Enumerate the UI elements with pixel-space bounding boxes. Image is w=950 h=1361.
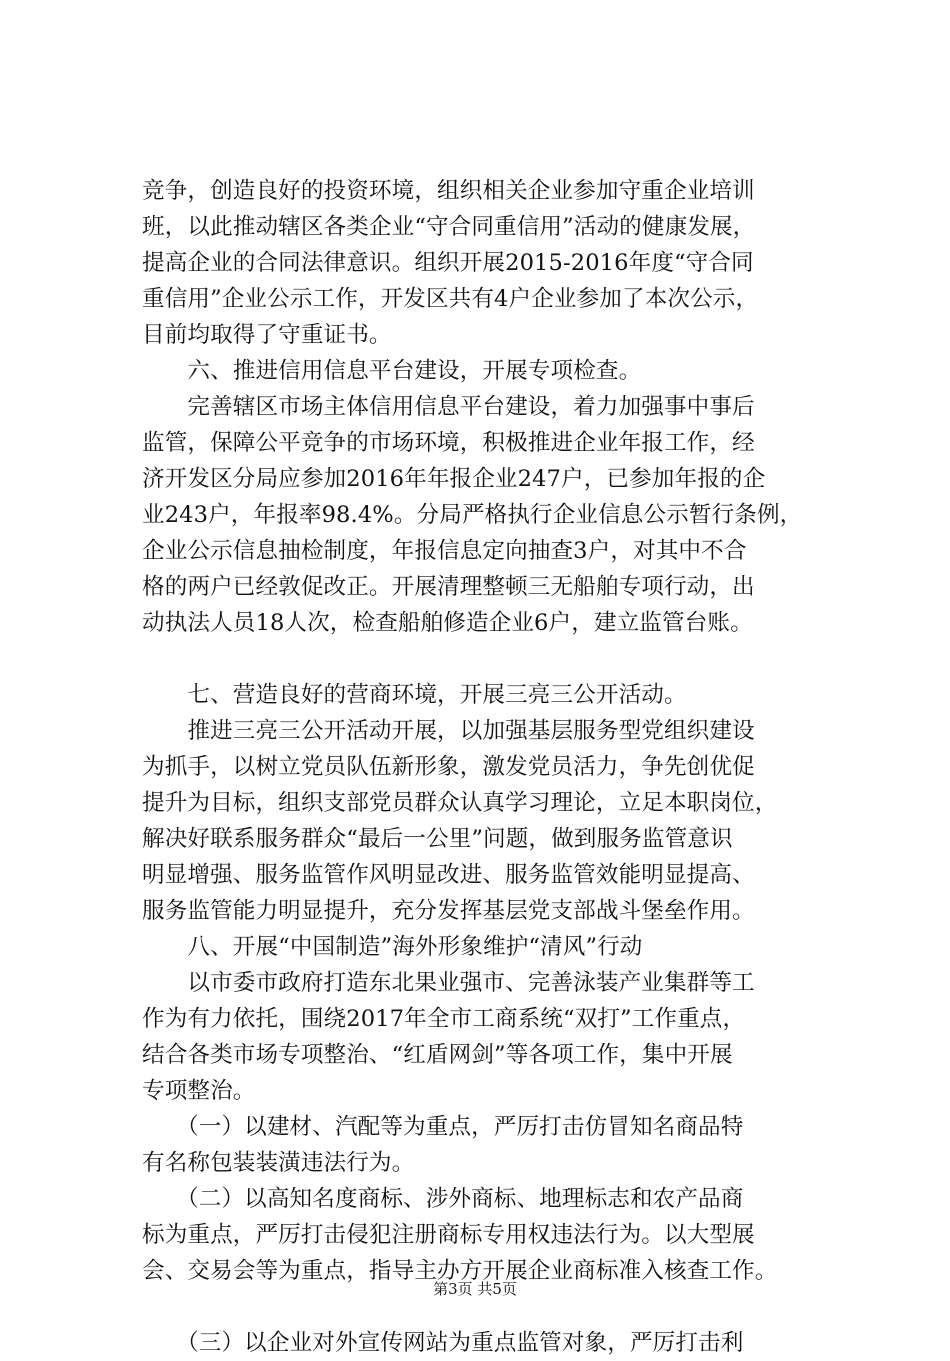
text-line: 提高企业的合同法律意识。组织开展2015-2016年度“守合同 <box>142 250 754 276</box>
text-line: 专项整治。 <box>142 1078 256 1104</box>
blank-line <box>142 641 812 677</box>
text-line: 服务监管能力明显提升，充分发挥基层党支部战斗堡垒作用。 <box>142 898 755 924</box>
text-line: 企业公示信息抽检制度，年报信息定向抽查3户，对其中不合 <box>142 538 747 564</box>
text-line: 为抓手，以树立党员队伍新形象，激发党员活力，争先创优促 <box>142 754 755 780</box>
document-body <box>142 173 812 1361</box>
text-line: 班，以此推动辖区各类企业“守合同重信用”活动的健康发展， <box>142 214 756 240</box>
text-line: 监管，保障公平竞争的市场环境，积极推进企业年报工作，经 <box>142 430 755 456</box>
text-line: 完善辖区市场主体信用信息平台建设，着力加强事中事后 <box>142 394 755 420</box>
text-line: 重信用”企业公示工作，开发区共有4户企业参加了本次公示， <box>142 286 759 312</box>
text-line: 动执法人员18人次，检查船舶修造企业6户，建立监管台账。 <box>142 610 753 636</box>
text-line: 目前均取得了守重证书。 <box>142 322 392 348</box>
text-line: 解决好联系服务群众“最后一公里”问题，做到服务监管意识 <box>142 826 733 852</box>
text-line: 提升为目标，组织支部党员群众认真学习理论，立足本职岗位， <box>142 790 778 816</box>
text-line: （三）以企业对外宣传网站为重点监管对象，严厉打击利 <box>142 1330 744 1356</box>
text-line: 竞争，创造良好的投资环境，组织相关企业参加守重企业培训 <box>142 178 755 204</box>
text-line: 作为有力依托，围绕2017年全市工商系统“双打”工作重点， <box>142 1006 746 1032</box>
text-line: 七、营造良好的营商环境，开展三亮三公开活动。 <box>142 682 687 708</box>
text-line: （一）以建材、汽配等为重点，严厉打击仿冒知名商品特 <box>142 1114 744 1140</box>
text-line: 明显增强、服务监管作风明显改进、服务监管效能明显提高、 <box>142 862 755 888</box>
text-line: 八、开展“中国制造”海外形象维护“清风”行动 <box>142 934 643 960</box>
text-line: 会、交易会等为重点，指导主办方开展企业商标准入核查工作。 <box>142 1258 778 1284</box>
text-line: 格的两户已经敦促改正。开展清理整顿三无船舶专项行动，出 <box>142 574 755 600</box>
text-line: 以市委市政府打造东北果业强市、完善泳装产业集群等工 <box>142 970 755 996</box>
text-line: （二）以高知名度商标、涉外商标、地理标志和农产品商 <box>142 1186 744 1212</box>
text-line: 推进三亮三公开活动开展，以加强基层服务型党组织建设 <box>142 718 755 744</box>
page-footer: 第3页 共5页 <box>433 1280 517 1298</box>
text-line: 业243户，年报率98.4%。分局严格执行企业信息公示暂行条例， <box>142 502 803 528</box>
text-line: 结合各类市场专项整治、“红盾网剑”等各项工作，集中开展 <box>142 1042 733 1068</box>
text-line: 济开发区分局应参加2016年年报企业247户，已参加年报的企 <box>142 466 766 492</box>
text-line: 有名称包装装潢违法行为。 <box>142 1150 415 1176</box>
text-line: 六、推进信用信息平台建设，开展专项检查。 <box>142 358 642 384</box>
text-line: 标为重点，严厉打击侵犯注册商标专用权违法行为。以大型展 <box>142 1222 755 1248</box>
